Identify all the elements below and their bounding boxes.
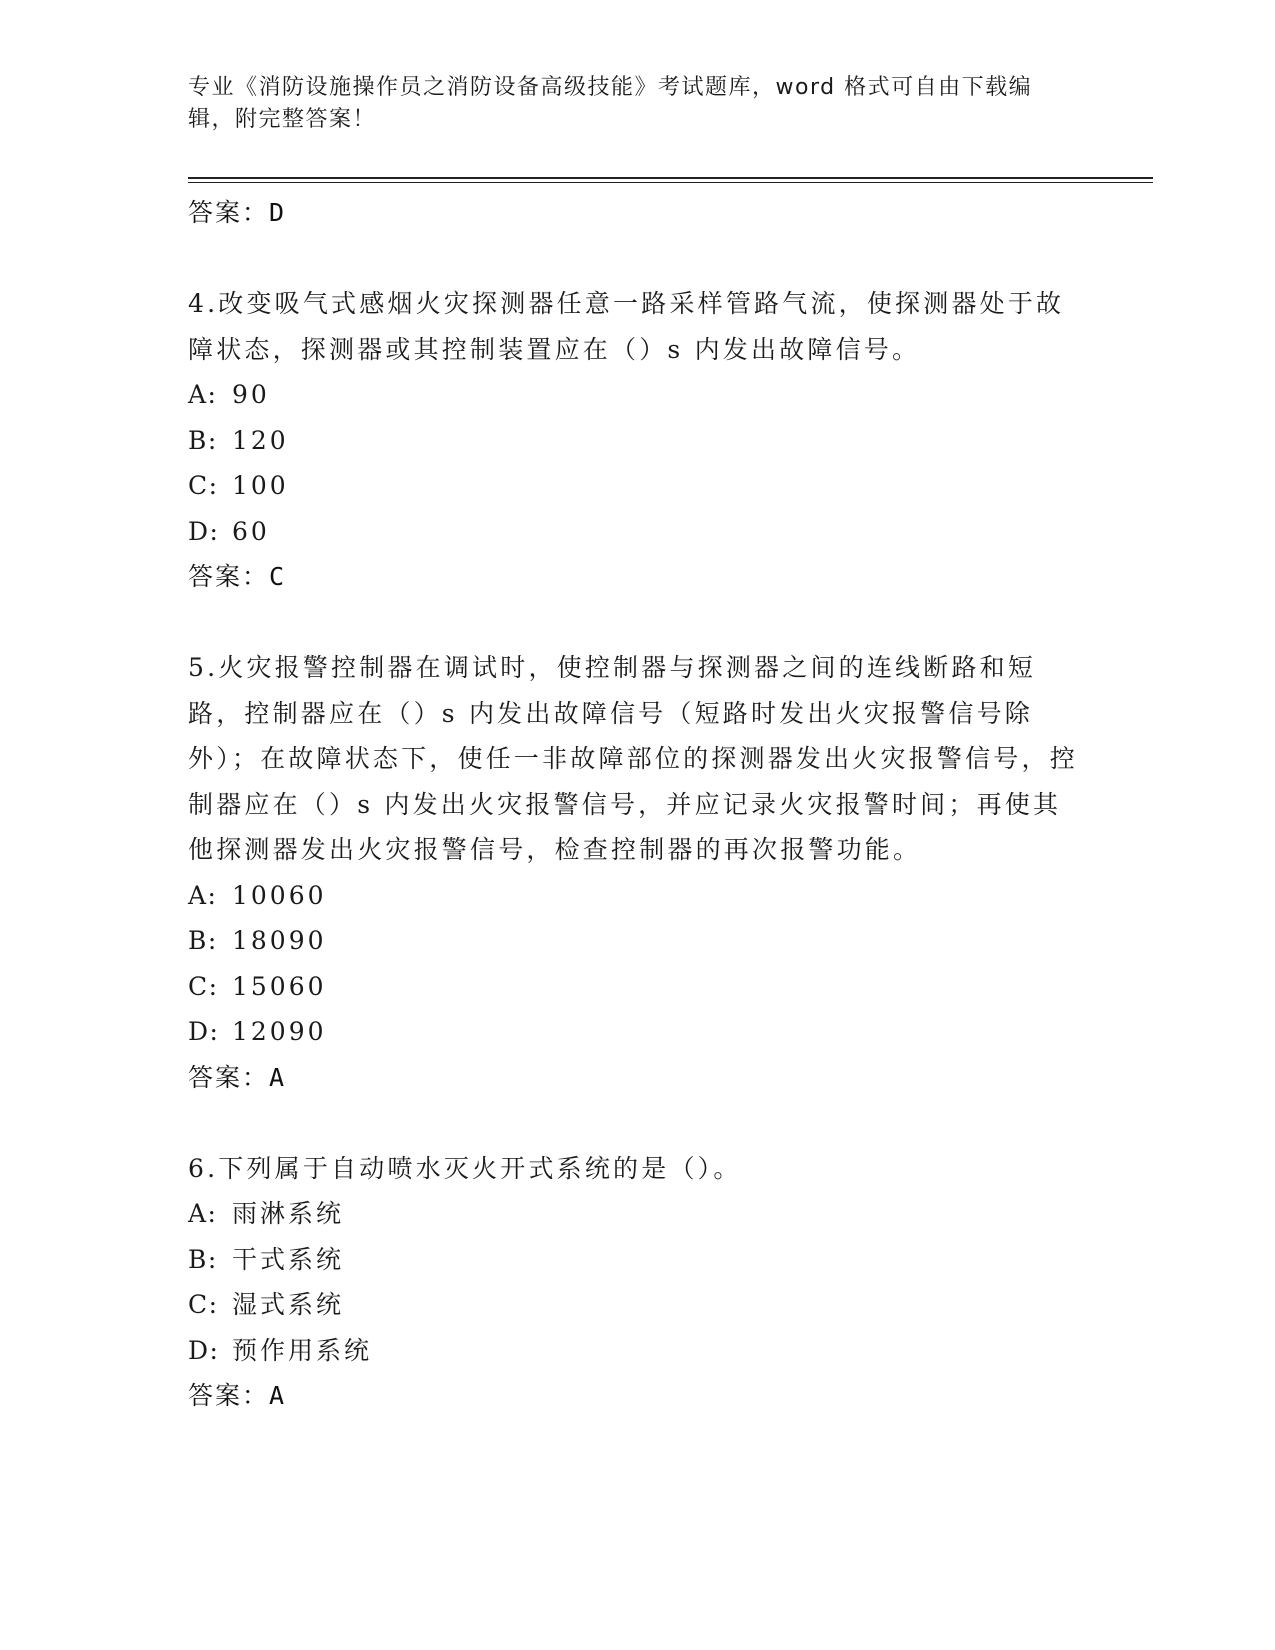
spacer: [188, 236, 1088, 281]
question-block: [188, 645, 1088, 1101]
answer-line: [188, 1373, 1088, 1419]
option-key: A:: [188, 1199, 218, 1228]
option-text: 湿式系统: [232, 1290, 345, 1319]
option-b: [188, 918, 1088, 964]
answer-label: 答案：: [188, 562, 270, 591]
answer-line: [188, 1055, 1088, 1101]
option-text: 18090: [232, 926, 327, 955]
page-header: [188, 72, 1068, 136]
option-c: [188, 964, 1088, 1010]
question-stem: 6.下列属于自动喷水灭火开式系统的是（）。: [188, 1153, 742, 1183]
option-text: 预作用系统: [232, 1335, 373, 1365]
option-key: D:: [188, 1335, 220, 1365]
answer-label: 答案：: [188, 1062, 270, 1092]
answer-value: C: [269, 562, 287, 591]
header-divider-thin: [188, 182, 1153, 183]
option-key: A:: [188, 880, 218, 910]
option-key: D:: [188, 516, 220, 546]
header-line-2: 辑，附完整答案！: [188, 107, 377, 132]
answer-value: A: [269, 1062, 287, 1092]
option-a: [188, 873, 1088, 919]
option-key: C:: [188, 471, 219, 500]
option-text: 120: [232, 425, 289, 455]
option-d: [188, 509, 1088, 555]
header-divider-thick: [188, 177, 1153, 179]
spacer: [188, 1101, 1088, 1146]
option-text: 12090: [232, 1017, 327, 1046]
option-text: 60: [232, 516, 270, 546]
answer-line: [188, 554, 1088, 600]
option-key: B:: [188, 926, 218, 955]
question-stem: 4.改变吸气式感烟火灾探测器任意一路采样管路气流，使探测器处于故障状态，探测器或其控制装置应在（）s 内发出故障信号。: [188, 289, 1065, 364]
option-key: B:: [188, 425, 218, 455]
answer-line-prev: [188, 190, 1088, 236]
option-text: 干式系统: [232, 1244, 345, 1274]
spacer: [188, 600, 1088, 645]
option-key: C:: [188, 971, 219, 1001]
option-text: 90: [232, 380, 270, 409]
option-d: [188, 1009, 1088, 1055]
option-text: 100: [232, 471, 289, 500]
option-b: [188, 418, 1088, 464]
question-block: [188, 1146, 1088, 1420]
option-key: B:: [188, 1244, 218, 1274]
answer-value: A: [269, 1381, 287, 1410]
question-list: [188, 190, 1088, 1419]
answer-label: 答案：: [188, 1381, 270, 1410]
option-a: [188, 372, 1088, 418]
option-key: C:: [188, 1290, 219, 1319]
option-d: [188, 1328, 1088, 1374]
question-stem: 5.火灾报警控制器在调试时，使控制器与探测器之间的连线断路和短路，控制器应在（）s 内发出故障信号（短路时发出火灾报警信号除外）；在故障状态下，使任一非故障部位的探测器发出火灾报警信号，控制器应在（）s 内发出火灾报警信号，并应记录火灾报警时间；再使其他探测器发出火灾报警信号，检查控制器的再次报警功能。: [188, 653, 1078, 864]
option-key: D:: [188, 1017, 220, 1046]
option-b: [188, 1237, 1088, 1283]
answer-value: D: [269, 198, 287, 227]
answer-label: 答案：: [188, 198, 270, 227]
option-a: [188, 1191, 1088, 1237]
option-c: [188, 463, 1088, 509]
option-key: A:: [188, 380, 218, 409]
header-line-1: 专业《消防设施操作员之消防设备高级技能》考试题库，word 格式可自由下载编: [188, 75, 1033, 100]
option-text: 雨淋系统: [232, 1199, 345, 1228]
option-c: [188, 1282, 1088, 1328]
option-text: 15060: [232, 971, 327, 1001]
option-text: 10060: [232, 880, 327, 910]
question-block: [188, 281, 1088, 600]
